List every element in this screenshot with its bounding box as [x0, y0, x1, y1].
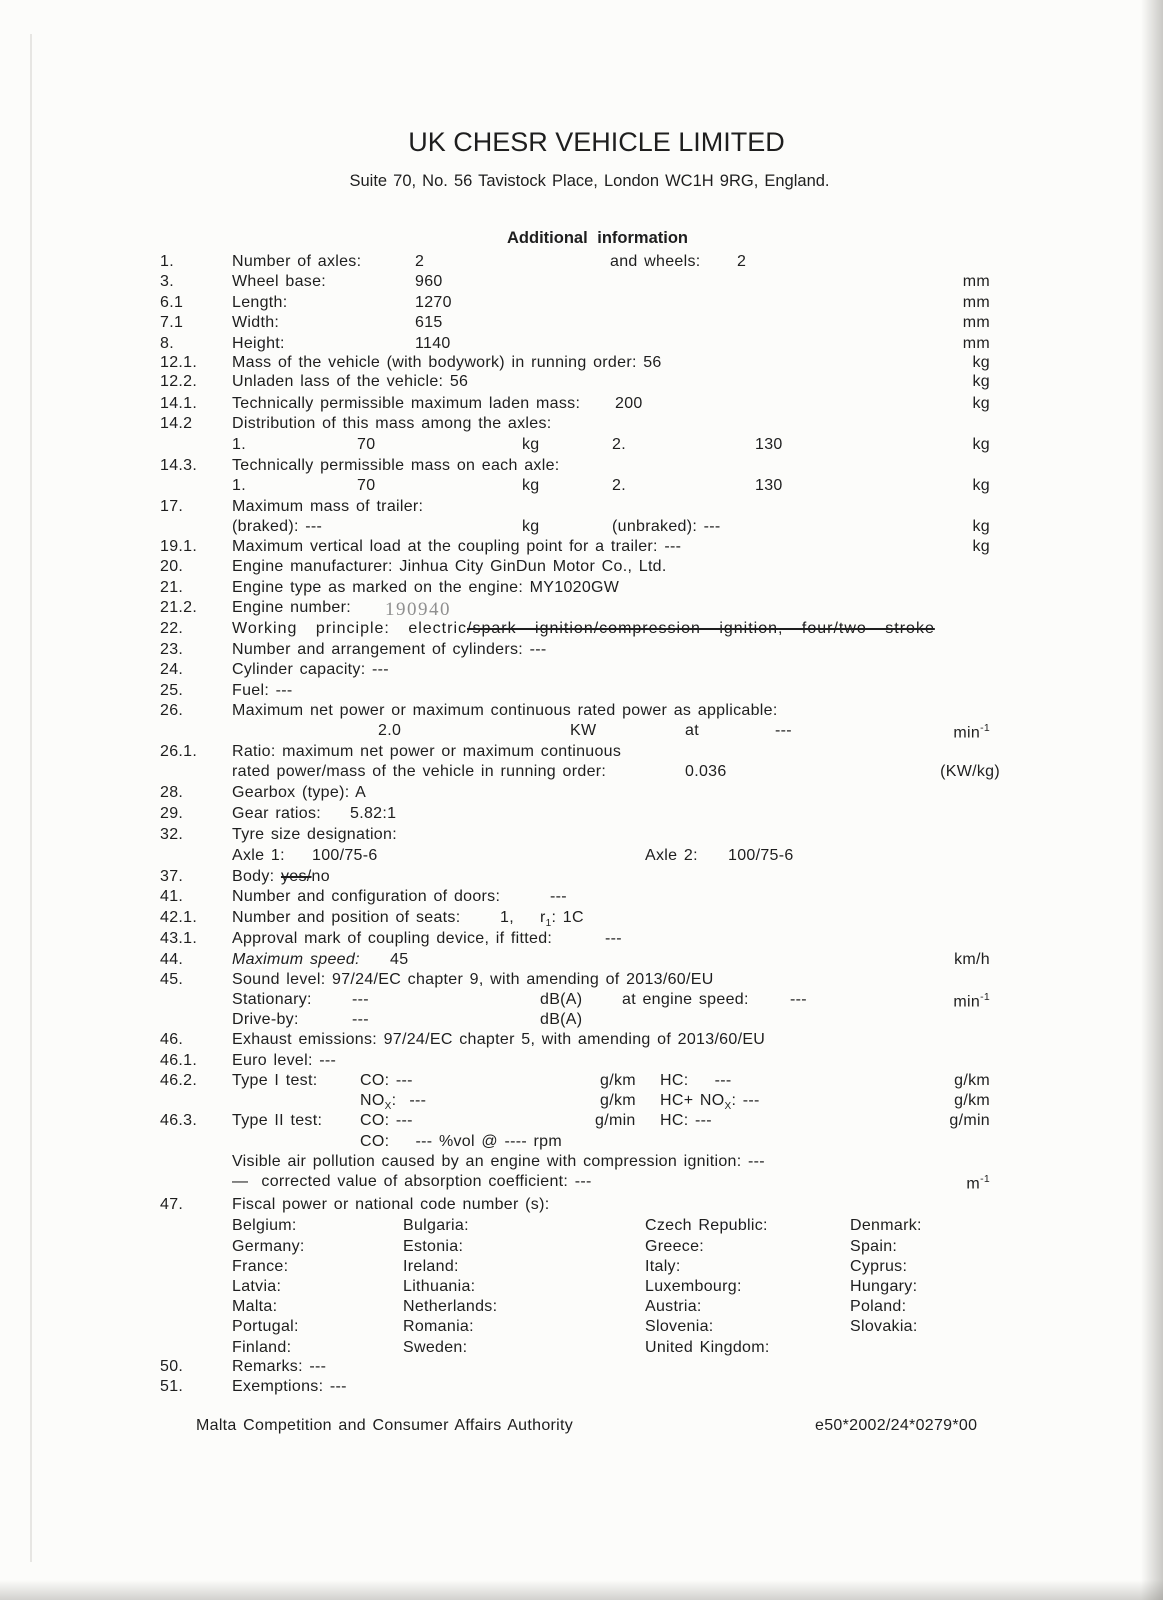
item-value: 2	[737, 253, 747, 270]
item-label: Maximum mass of trailer:	[232, 498, 424, 515]
ratio-value: 0.036	[685, 763, 727, 780]
axle2-tyre: 100/75-6	[728, 847, 794, 864]
nox-rest: : ---	[391, 1092, 427, 1109]
country-label: Poland:	[850, 1298, 907, 1315]
gmin-unit: g/min	[595, 1112, 636, 1129]
stationary-label: Stationary:	[232, 991, 312, 1008]
item-number: 12.1.	[160, 354, 198, 371]
country-row-4	[0, 1278, 1163, 1299]
item-unit: mm	[962, 273, 990, 290]
line-7-1	[0, 314, 1163, 335]
item-number: 44.	[160, 951, 184, 968]
line-42-1	[0, 909, 1163, 930]
line-51	[0, 1378, 1163, 1399]
item-label: Remarks: ---	[232, 1358, 327, 1375]
item-number: 21.	[160, 579, 184, 596]
axle-mass: 70	[357, 436, 376, 453]
item-label: Technically permissible maximum laden mass:	[232, 395, 581, 412]
line-14-1	[0, 395, 1163, 416]
item-label: Tyre size designation:	[232, 826, 397, 843]
struck-out-text: /spark ignition/compression ignition, four/two stroke	[467, 620, 935, 637]
item-number: 45.	[160, 971, 184, 988]
item-label: Wheel base:	[232, 273, 327, 290]
co-value: CO: ---	[360, 1112, 413, 1129]
country-row-5	[0, 1298, 1163, 1319]
seat-position	[540, 909, 584, 929]
item-label: Type II test:	[232, 1112, 323, 1129]
line-23	[0, 641, 1163, 662]
hc-nox-rest: : ---	[731, 1092, 760, 1109]
body-text	[232, 868, 330, 886]
item-label: Unladen lass of the vehicle: 56	[232, 373, 469, 390]
driveby-value: ---	[352, 1011, 369, 1028]
line-43-1	[0, 930, 1163, 951]
line-26-1b	[0, 763, 1163, 784]
line-50	[0, 1358, 1163, 1379]
item-number: 22.	[160, 620, 184, 637]
country-row-3	[0, 1258, 1163, 1279]
item-unit: kg	[972, 395, 990, 412]
item-unit: mm	[962, 294, 990, 311]
axle-mass: 130	[755, 436, 783, 453]
item-label: Gear ratios:	[232, 805, 321, 822]
item-label: Technically permissible mass on each axle:	[232, 457, 560, 474]
country-row-1	[0, 1217, 1163, 1238]
line-25	[0, 682, 1163, 703]
seats-value: 1,	[500, 909, 514, 926]
country-label: Spain:	[850, 1238, 898, 1255]
item-unit	[953, 722, 990, 742]
nox-base: NO	[360, 1092, 385, 1109]
item-label: Length:	[232, 294, 288, 311]
line-20	[0, 558, 1163, 579]
line-14-3	[0, 457, 1163, 478]
item-value: 200	[615, 395, 643, 412]
engine-speed-value: ---	[790, 991, 807, 1008]
working-principle-text	[232, 620, 935, 638]
line-45-stationary	[0, 991, 1163, 1012]
power-value: 2.0	[378, 722, 402, 739]
item-number: 46.1.	[160, 1052, 198, 1069]
item-number: 12.2.	[160, 373, 198, 390]
axle1-label: Axle 1:	[232, 847, 285, 864]
item-number: 3.	[160, 273, 174, 290]
country-label: Luxembourg:	[645, 1278, 742, 1295]
driveby-label: Drive-by:	[232, 1011, 299, 1028]
item-value: 615	[415, 314, 443, 331]
line-19-1	[0, 538, 1163, 559]
item-unit: mm	[962, 335, 990, 352]
item-number: 26.	[160, 702, 184, 719]
scan-right-edge	[1141, 0, 1163, 1600]
item-label: Sound level: 97/24/EC chapter 9, with amending of 2013/60/EU	[232, 971, 714, 988]
item-unit: kg	[972, 354, 990, 371]
item-value: 960	[415, 273, 443, 290]
country-label: Bulgaria:	[403, 1217, 469, 1234]
item-number: 46.2.	[160, 1072, 198, 1089]
axle1-tyre: 100/75-6	[312, 847, 378, 864]
max-speed-value: 45	[390, 951, 409, 968]
item-label: Euro level: ---	[232, 1052, 337, 1069]
line-6-1	[0, 294, 1163, 315]
item-label: Distribution of this mass among the axles:	[232, 415, 552, 432]
braked-value: (braked): ---	[232, 518, 323, 535]
gkm-unit: g/km	[600, 1072, 636, 1089]
item-unit: g/min	[949, 1112, 990, 1129]
line-8	[0, 335, 1163, 356]
item-label: Body:	[232, 868, 281, 885]
item-number: 14.3.	[160, 457, 198, 474]
unit-exponent: -1	[980, 722, 990, 734]
item-unit: kg	[972, 436, 990, 453]
country-label: Cyprus:	[850, 1258, 908, 1275]
item-value: 1270	[415, 294, 452, 311]
item-value: 2	[415, 253, 425, 270]
line-28	[0, 784, 1163, 805]
country-label: United Kingdom:	[645, 1339, 770, 1356]
country-label: Greece:	[645, 1238, 705, 1255]
item-number: 25.	[160, 682, 184, 699]
line-37	[0, 868, 1163, 889]
country-row-6	[0, 1318, 1163, 1339]
country-label: Latvia:	[232, 1278, 282, 1295]
item-number: 8.	[160, 335, 174, 352]
item-unit: mm	[962, 314, 990, 331]
item-label: Engine manufacturer: Jinhua City GinDun Motor Co., Ltd.	[232, 558, 667, 575]
item-label: Type I test:	[232, 1072, 318, 1089]
axle-mass: 130	[755, 477, 783, 494]
item-unit: g/km	[954, 1072, 990, 1089]
item-label: Approval mark of coupling device, if fitted:	[232, 930, 553, 947]
item-unit: kg	[972, 373, 990, 390]
line-12-2	[0, 373, 1163, 394]
item-number: 14.2	[160, 415, 193, 432]
line-46-2-nox	[0, 1092, 1163, 1113]
item-label: Number of axles:	[232, 253, 362, 270]
item-number: 32.	[160, 826, 184, 843]
country-label: Lithuania:	[403, 1278, 476, 1295]
country-label: Czech Republic:	[645, 1217, 768, 1234]
company-title: UK CHESR VEHICLE LIMITED	[408, 127, 785, 157]
country-label: Ireland:	[403, 1258, 459, 1275]
at-label: at	[685, 722, 699, 739]
country-label: Portugal:	[232, 1318, 299, 1335]
section-heading: Additional information	[507, 229, 688, 247]
seat-row-rest: : 1C	[551, 909, 584, 926]
line-12-1	[0, 354, 1163, 375]
item-unit	[953, 991, 990, 1011]
line-absorption-coefficient	[0, 1173, 1163, 1194]
item-unit: km/h	[954, 951, 990, 968]
country-row-2	[0, 1238, 1163, 1259]
item-unit: (KW/kg)	[940, 763, 1000, 780]
axle2-label: Axle 2:	[645, 847, 698, 864]
item-number: 41.	[160, 888, 184, 905]
company-address: Suite 70, No. 56 Tavistock Place, London WC1H 9RG, England.	[349, 172, 830, 190]
axle-index: 1.	[232, 436, 246, 453]
line-46	[0, 1031, 1163, 1052]
line-29	[0, 805, 1163, 826]
hc-value: HC: ---	[660, 1072, 732, 1089]
item-label: Fuel: ---	[232, 682, 293, 699]
item-label: Maximum net power or maximum continuous rated power as applicable:	[232, 702, 778, 719]
line-21-2	[0, 599, 1163, 620]
item-label: and wheels:	[610, 253, 701, 270]
line-26	[0, 702, 1163, 723]
item-label: rated power/mass of the vehicle in running order:	[232, 763, 607, 780]
country-label: Belgium:	[232, 1217, 297, 1234]
item-label: Exemptions: ---	[232, 1378, 347, 1395]
nox-value	[360, 1092, 426, 1112]
item-value: no	[311, 868, 330, 885]
item-number: 47.	[160, 1196, 184, 1213]
country-label: Italy:	[645, 1258, 681, 1275]
hc-nox-base: HC+ NO	[660, 1092, 725, 1109]
item-label: Maximum vertical load at the coupling point for a trailer: ---	[232, 538, 682, 555]
line-47	[0, 1196, 1163, 1217]
axle-mass: 70	[357, 477, 376, 494]
hc-nox-subscript: X	[724, 1101, 732, 1113]
item-label: Visible air pollution caused by an engine with compression ignition: ---	[232, 1153, 765, 1170]
item-number: 6.1	[160, 294, 184, 311]
line-46-3-covol	[0, 1133, 1163, 1154]
line-14-2-values	[0, 436, 1163, 457]
country-label: Slovakia:	[850, 1318, 918, 1335]
mass-unit: kg	[522, 518, 540, 535]
line-32-values	[0, 847, 1163, 868]
item-number: 23.	[160, 641, 184, 658]
line-26-1a	[0, 743, 1163, 764]
item-label: Height:	[232, 335, 285, 352]
item-label: Engine number:	[232, 599, 351, 616]
item-number: 43.1.	[160, 930, 198, 947]
country-label: Finland:	[232, 1339, 292, 1356]
engine-speed-label: at engine speed:	[622, 991, 749, 1008]
line-46-3	[0, 1112, 1163, 1133]
country-label: Denmark:	[850, 1217, 922, 1234]
mass-unit: kg	[522, 436, 540, 453]
line-17-values	[0, 518, 1163, 539]
item-unit: g/km	[954, 1092, 990, 1109]
line-24	[0, 661, 1163, 682]
line-45	[0, 971, 1163, 992]
item-label: Engine type as marked on the engine: MY1020GW	[232, 579, 620, 596]
item-number: 20.	[160, 558, 184, 575]
country-label: Slovenia:	[645, 1318, 714, 1335]
stationary-value: ---	[352, 991, 369, 1008]
power-unit: KW	[570, 722, 597, 739]
item-number: 24.	[160, 661, 184, 678]
unit-exponent: -1	[980, 991, 990, 1003]
line-3	[0, 273, 1163, 294]
item-number: 29.	[160, 805, 184, 822]
unit-base: min	[953, 724, 981, 742]
line-visible-air-pollution	[0, 1153, 1163, 1174]
line-32	[0, 826, 1163, 847]
struck-out-text: yes/	[280, 868, 312, 885]
co-value: CO: ---	[360, 1072, 413, 1089]
country-label: Sweden:	[403, 1339, 468, 1356]
item-label: Exhaust emissions: 97/24/EC chapter 5, with amending of 2013/60/EU	[232, 1031, 766, 1048]
line-1	[0, 253, 1163, 274]
axle-index: 2.	[612, 477, 626, 494]
line-44	[0, 951, 1163, 972]
line-14-2	[0, 415, 1163, 436]
item-label: Cylinder capacity: ---	[232, 661, 389, 678]
item-number: 28.	[160, 784, 184, 801]
scan-bottom-edge	[0, 1580, 1163, 1600]
seat-row-base: r	[540, 909, 546, 926]
nox-subscript: X	[384, 1101, 392, 1113]
item-value: 1140	[415, 335, 451, 352]
item-label: Working principle: electric	[232, 620, 467, 637]
item-number: 26.1.	[160, 743, 198, 760]
footer-authority: Malta Competition and Consumer Affairs Authority	[196, 1417, 574, 1434]
item-unit: kg	[972, 538, 990, 555]
item-number: 50.	[160, 1358, 184, 1375]
item-number: 14.1.	[160, 395, 198, 412]
engine-number-stamp: 190940	[385, 599, 451, 620]
item-number: 37.	[160, 868, 184, 885]
item-number: 21.2.	[160, 599, 198, 616]
item-label: — corrected value of absorption coefficient: ---	[232, 1173, 592, 1190]
item-label: Maximum speed:	[232, 951, 360, 968]
item-label: Number and arrangement of cylinders: ---	[232, 641, 547, 658]
db-unit: dB(A)	[540, 991, 583, 1008]
item-label: Width:	[232, 314, 280, 331]
line-22	[0, 620, 1163, 641]
line-21	[0, 579, 1163, 600]
line-46-2	[0, 1072, 1163, 1093]
item-label: Mass of the vehicle (with bodywork) in running order: 56	[232, 354, 662, 371]
item-unit	[966, 1173, 990, 1193]
item-label: Gearbox (type): A	[232, 784, 367, 801]
item-number: 51.	[160, 1378, 184, 1395]
item-number: 7.1	[160, 314, 184, 331]
seat-row-subscript: 1	[545, 918, 552, 930]
line-46-1	[0, 1052, 1163, 1073]
item-unit: kg	[972, 518, 990, 535]
rpm-value: ---	[775, 722, 792, 739]
co-vol-value: CO: --- %vol @ ---- rpm	[360, 1133, 562, 1150]
item-value: ---	[605, 930, 622, 947]
item-value: ---	[550, 888, 567, 905]
item-unit: kg	[972, 477, 990, 494]
axle-index: 2.	[612, 436, 626, 453]
country-label: France:	[232, 1258, 289, 1275]
country-label: Germany:	[232, 1238, 305, 1255]
mass-unit: kg	[522, 477, 540, 494]
axle-index: 1.	[232, 477, 246, 494]
item-label: Number and configuration of doors:	[232, 888, 501, 905]
item-number: 42.1.	[160, 909, 198, 926]
gkm-unit: g/km	[600, 1092, 636, 1109]
hc-nox-value	[660, 1092, 760, 1112]
country-label: Austria:	[645, 1298, 702, 1315]
footer-approval-code: e50*2002/24*0279*00	[815, 1417, 978, 1434]
line-41	[0, 888, 1163, 909]
unbraked-value: (unbraked): ---	[612, 518, 721, 535]
country-label: Hungary:	[850, 1278, 918, 1295]
gear-ratio-value: 5.82:1	[350, 805, 397, 822]
line-45-driveby	[0, 1011, 1163, 1032]
item-number: 1.	[160, 253, 174, 270]
item-number: 17.	[160, 498, 184, 515]
country-label: Malta:	[232, 1298, 278, 1315]
db-unit: dB(A)	[540, 1011, 583, 1028]
item-label: Ratio: maximum net power or maximum continuous	[232, 743, 622, 760]
unit-exponent: -1	[980, 1173, 990, 1185]
country-label: Estonia:	[403, 1238, 464, 1255]
item-number: 46.3.	[160, 1112, 198, 1129]
line-17	[0, 498, 1163, 519]
item-label: Number and position of seats:	[232, 909, 461, 926]
country-row-7	[0, 1339, 1163, 1360]
hc-value: HC: ---	[660, 1112, 712, 1129]
country-label: Romania:	[403, 1318, 474, 1335]
item-number: 19.1.	[160, 538, 198, 555]
item-label: Fiscal power or national code number (s):	[232, 1196, 550, 1213]
line-14-3-values	[0, 477, 1163, 498]
line-26-values	[0, 722, 1163, 743]
unit-base: m	[966, 1175, 981, 1193]
country-label: Netherlands:	[403, 1298, 498, 1315]
unit-base: min	[953, 993, 981, 1011]
item-number: 46.	[160, 1031, 184, 1048]
footer	[0, 1417, 1163, 1438]
